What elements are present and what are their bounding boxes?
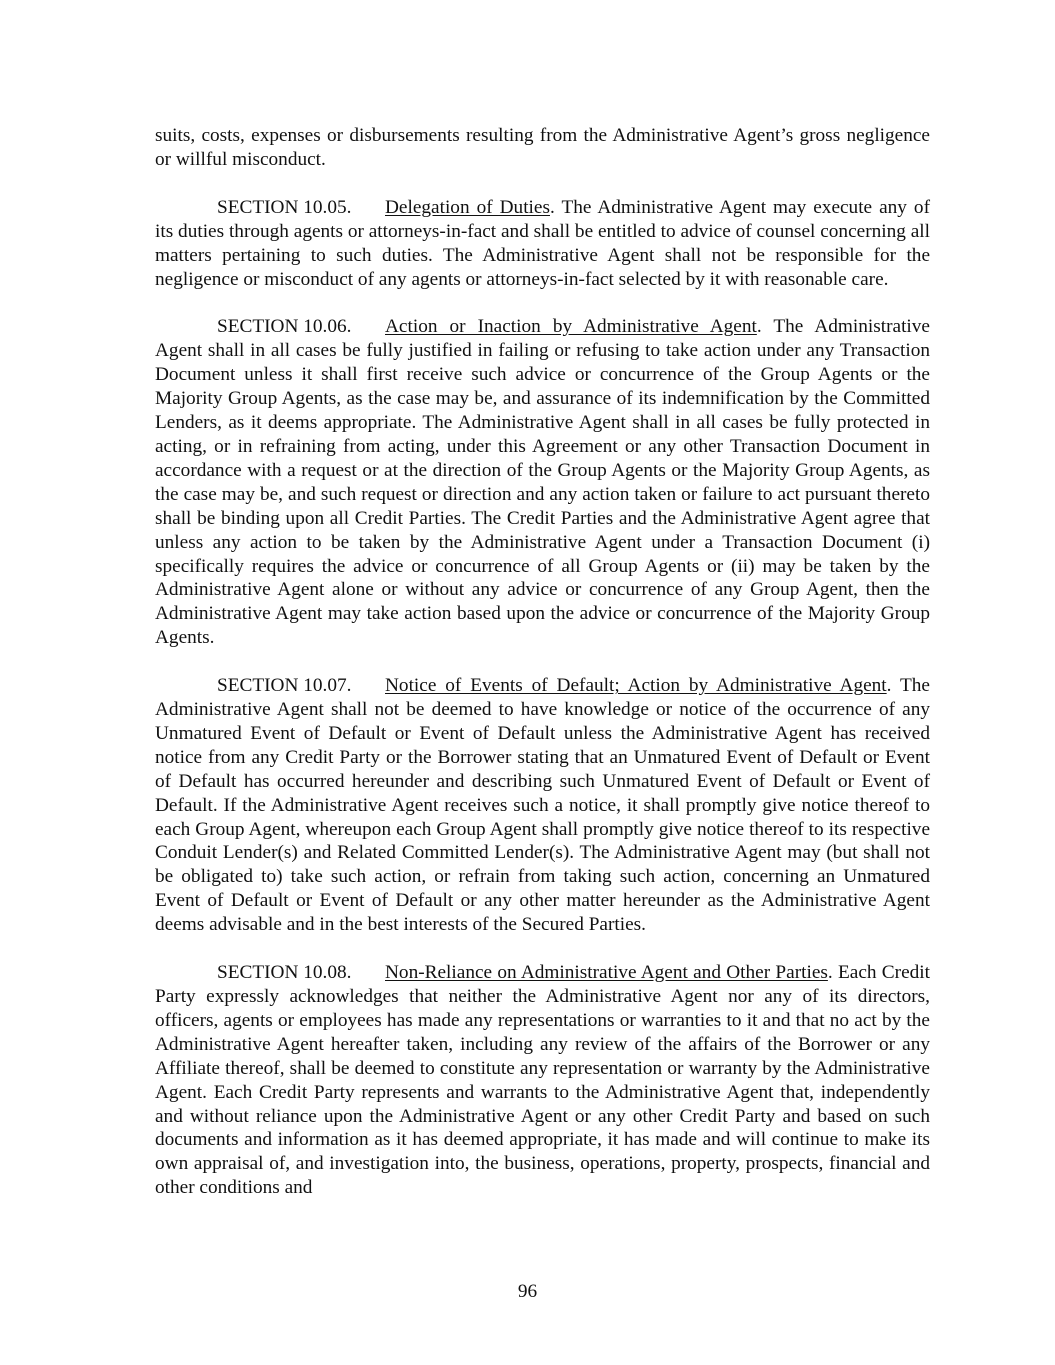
section-heading: Action or Inaction by Administrative Agent [385,316,757,338]
section-number: SECTION 10.07. [217,675,352,697]
section-body: . The Administrative Agent shall in all cases be fully justified in failing or refusing to take action under any Transaction Document unless it shall first receive such advice or concurrence of the Group Agents or the Majority Group Agents, as the case may be, and assurance of its indemnification by the Committed Lenders, as it deems appropriate. The Administrative Agent shall in all cases be fully protected in acting, or in refraining from acting, under this Agreement or any other Transaction Document in accordance with a request or at the direction of the Group Agents or the Majority Group Agents, as the case may be, and such request or direction and any action taken or failure to act pursuant thereto shall be binding upon all Credit Parties. The Credit Parties and the Administrative Agent agree that unless any action to be taken by the Administrative Agent under a Transaction Document (i) specifically requires the advice or concurrence of all Group Agents or (ii) may be taken by the Administrative Agent alone or without any advice or concurrence of any Group Agent, then the Administrative Agent may take action based upon the advice or concurrence of the Majority Group Agents. [155,316,930,649]
section-number: SECTION 10.06. [217,316,352,338]
page-number: 96 [517,1281,538,1302]
section-10-05 [155,196,930,292]
section-body: . Each Credit Party expressly acknowledges that neither the Administrative Agent nor any of its directors, officers, agents or employees has made any representations or warranties to it and that no act by the Administrative Agent hereafter taken, including any review of the affairs of the Borrower or any Affiliate thereof, shall be deemed to constitute any representation or warranty by the Administrative Agent. Each Credit Party represents and warrants to the Administrative Agent that, independently and without reliance upon the Administrative Agent or any other Credit Party and based on such documents and information as it has deemed appropriate, it has made and will continue to make its own appraisal of, and investigation into, the business, operations, property, prospects, financial and other conditions and [155,962,930,1199]
section-10-06 [155,315,930,650]
section-10-08 [155,961,930,1200]
section-number: SECTION 10.05. [217,196,352,218]
section-body: . The Administrative Agent shall not be deemed to have knowledge or notice of the occurrence of any Unmatured Event of Default or Event of Default unless the Administrative Agent has received notice from any Credit Party or the Borrower stating that an Unmatured Event of Default or Event of Default has occurred hereunder and describing such Unmatured Event of Default or Event of Default. If the Administrative Agent receives such a notice, it shall promptly give notice thereof to each Group Agent, whereupon each Group Agent shall promptly give notice thereof to its respective Conduit Lender(s) and Related Committed Lender(s). The Administrative Agent may (but shall not be obligated to) take such action, or refrain from taking such action, concerning an Unmatured Event of Default or Event of Default or any other matter hereunder as the Administrative Agent deems advisable and in the best interests of the Secured Parties. [155,675,930,936]
document-body [155,124,930,1224]
section-10-07 [155,674,930,937]
section-heading: Notice of Events of Default; Action by Administrative Agent [385,675,887,697]
continuation-text: suits, costs, expenses or disbursements resulting from the Administrative Agent’s gross negligence or willful misconduct. [155,125,930,170]
section-heading: Non-Reliance on Administrative Agent and Other Parties [385,962,828,984]
section-heading: Delegation of Duties [385,196,550,218]
continuation-paragraph [155,124,930,172]
section-number: SECTION 10.08. [217,962,352,984]
section-body: . The Administrative Agent may execute any of its duties through agents or attorneys-in-fact and shall be entitled to advice of counsel concerning all matters pertaining to such duties. The Administrative Agent shall not be responsible for the negligence or misconduct of any agents or attorneys-in-fact selected by it with reasonable care. [155,196,930,290]
